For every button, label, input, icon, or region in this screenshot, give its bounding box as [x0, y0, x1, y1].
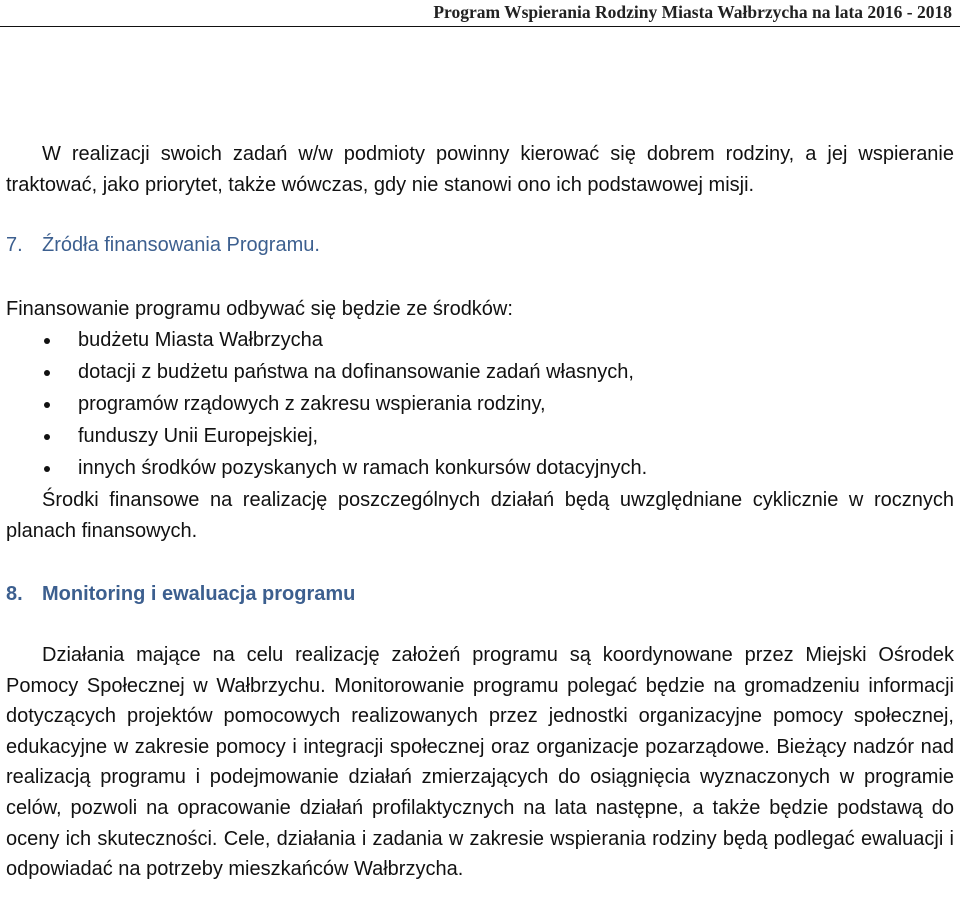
bullet-icon	[44, 434, 50, 440]
section8-number: 8.	[6, 583, 23, 605]
header-title: Program Wspierania Rodziny Miasta Wałbrzycha na lata 2016 - 2018	[433, 2, 952, 22]
section7-number: 7.	[6, 234, 23, 256]
section7-heading	[6, 230, 320, 260]
bullet-icon	[44, 466, 50, 472]
section7-intro: Finansowanie programu odbywać się będzie ze środków:	[6, 298, 513, 320]
section8-title: Monitoring i ewaluacja programu	[42, 583, 356, 605]
page-header	[0, 0, 960, 27]
bullet-icon	[44, 370, 50, 376]
section7-closing-paragraph: Środki finansowe na realizację poszczególnych działań będą uwzględniane cyklicznie w rocznych planach finansowych.	[6, 489, 954, 542]
bullet-icon	[44, 402, 50, 408]
section8-heading	[6, 579, 355, 609]
section8-paragraph: Działania mające na celu realizację założeń programu są koordynowane przez Miejski Ośrodek Pomocy Społecznej w Wałbrzychu. Monitorowanie programu polegać będzie na gromadzeniu informacji dotyczących projektów pomocowych realizowanych przez jednostki organizacyjne pomocy społecznej, edukacyjne w zakresie pomocy i integracji społecznej oraz organizacje pozarządowe. Bieżący nadzór nad realizacją programu i podejmowanie działań zmierzających do osiągnięcia wyznaczonych w programie celów, pozwoli na opracowanie działań profilaktycznych na lata następne, a także będzie podstawą do oceny ich skuteczności. Cele, działania i zadania w zakresie wspierania rodziny będą podlegać ewaluacji i odpowiadać na potrzeby mieszkańców Wałbrzycha.	[6, 644, 954, 881]
bullet-icon	[44, 338, 50, 344]
section7-title: Źródła finansowania Programu.	[42, 234, 320, 256]
section6-closing-paragraph: W realizacji swoich zadań w/w podmioty powinny kierować się dobrem rodziny, a jej wspieranie traktować, jako priorytet, także wówczas, gdy nie stanowi ono ich podstawowej misji.	[6, 143, 954, 196]
